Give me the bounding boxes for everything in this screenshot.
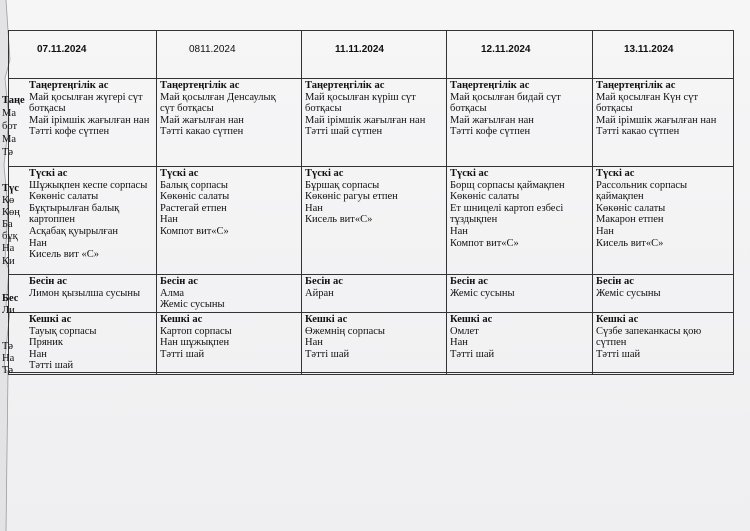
fold-fragment: бұқ	[2, 231, 18, 242]
dish-item: қаймақпен	[596, 191, 644, 203]
fold-fragment: Тә	[2, 341, 14, 352]
fold-fragment: Тә	[2, 147, 14, 158]
dish-item: Кисель вит «С»	[29, 249, 100, 261]
menu-cell-lunch	[592, 166, 734, 249]
dish-item: Нан шұжықпен	[160, 337, 230, 349]
dish-item: Тәтті шай сүтпен	[305, 126, 383, 138]
dish-item: Макарон етпен	[596, 214, 664, 226]
dish-item: сүт ботқасы	[160, 103, 214, 115]
dish-item: Май қосылған күріш сүт	[305, 91, 416, 103]
dish-item: Тәтті шай	[160, 348, 205, 360]
meal-title: Бесін ас	[29, 276, 67, 287]
dish-item: Май ірімшік жағылған нан	[29, 114, 150, 126]
menu-cell-lunch	[156, 166, 300, 238]
dish-item: Көкөніс салаты	[29, 191, 99, 203]
menu-cell-snack	[446, 274, 591, 299]
date-header: 13.11.2024	[624, 44, 674, 55]
meal-title: Кешкі ас	[450, 314, 493, 325]
dish-item: Балық сорпасы	[160, 179, 228, 191]
dish-item: Тәтті шай	[596, 348, 641, 360]
fold-fragment: Таңе	[2, 95, 25, 106]
dish-item: ботқасы	[450, 103, 487, 115]
fold-fragment: Ли	[2, 305, 15, 316]
dish-item: Май ірімшік жағылған нан	[305, 114, 426, 126]
dish-item: Алма	[160, 287, 185, 299]
dish-item: Тәтті кофе сүтпен	[450, 126, 531, 138]
dish-item: Май қосылған бидай сүт	[450, 91, 561, 103]
meal-title: Түскі ас	[29, 168, 68, 179]
menu-cell-dinner	[25, 312, 155, 372]
fold-fragment: Тә	[2, 365, 14, 376]
dish-item: тұздықпен	[450, 214, 498, 226]
dish-item: ботқасы	[29, 103, 66, 115]
dish-item: Көкөніс рагуы етпен	[305, 191, 398, 203]
menu-cell-breakfast	[592, 78, 734, 138]
meal-title: Кешкі ас	[160, 314, 203, 325]
dish-item: Май қосылған Денсаулық	[160, 91, 276, 103]
dish-item: Жеміс сусыны	[596, 287, 661, 299]
fold-fragment: бот	[2, 121, 18, 132]
dish-item: Жеміс сусыны	[160, 299, 225, 311]
dish-item: ботқасы	[305, 103, 342, 115]
date-header: 0811.2024	[189, 44, 236, 55]
fold-fragment: Ба	[2, 219, 13, 230]
dish-item: Сүзбе запеканкасы қою	[596, 325, 702, 337]
dish-item: Рассольник сорпасы	[596, 179, 688, 191]
menu-cell-snack	[156, 274, 300, 311]
date-header: 11.11.2024	[335, 44, 384, 55]
dish-item: Тауық сорпасы	[29, 325, 97, 337]
menu-cell-dinner	[301, 312, 445, 360]
fold-fragment: На	[2, 243, 15, 254]
meal-title: Таңертеңгілік ас	[29, 80, 109, 91]
meal-title: Бесін ас	[305, 276, 343, 287]
menu-cell-breakfast	[301, 78, 445, 138]
dish-item: Омлет	[450, 325, 479, 337]
fold-fragment: Көң	[2, 207, 20, 218]
menu-cell-snack	[592, 274, 734, 299]
fold-fragment: Ма	[2, 108, 16, 119]
dish-item: Нан	[305, 337, 323, 349]
menu-cell-breakfast	[156, 78, 300, 138]
meal-title: Кешкі ас	[596, 314, 639, 325]
dish-item: Лимон қызылша сусыны	[29, 287, 141, 299]
menu-cell-dinner	[592, 312, 734, 360]
dish-item: Кисель вит«С»	[596, 237, 664, 249]
dish-item: Нан	[160, 214, 178, 226]
fold-fragment: Кө	[2, 195, 15, 206]
meal-title: Таңертеңгілік ас	[160, 80, 240, 91]
date-header: 07.11.2024	[37, 44, 87, 55]
dish-item: Компот вит«С»	[160, 225, 229, 237]
dish-item: Борщ сорпасы қаймақпен	[450, 179, 565, 191]
dish-item: Май жағылған нан	[450, 114, 534, 126]
menu-cell-dinner	[446, 312, 591, 360]
dish-item: Май жағылған нан	[160, 114, 244, 126]
dish-item: Нан	[305, 202, 323, 214]
menu-cell-lunch	[301, 166, 445, 226]
dish-item: Тәтті шай	[450, 348, 495, 360]
dish-item: Көкөніс салаты	[450, 191, 520, 203]
fold-fragment: На	[2, 353, 15, 364]
dish-item: Тәтті шай	[305, 348, 350, 360]
meal-title: Таңертеңгілік ас	[596, 80, 676, 91]
dish-item: Нан	[29, 348, 47, 360]
dish-item: сүтпен	[596, 337, 627, 349]
dish-item: Компот вит«С»	[450, 237, 519, 249]
menu-cell-lunch	[446, 166, 591, 249]
fold-fragment: Түс	[2, 183, 19, 194]
dish-item: Май ірімшік жағылған нан	[596, 114, 717, 126]
meal-title: Бесін ас	[596, 276, 634, 287]
dish-item: Май қосылған жүгері сүт	[29, 91, 143, 103]
fold-fragment: Ки	[2, 256, 15, 267]
meal-title: Таңертеңгілік ас	[305, 80, 385, 91]
meal-title: Түскі ас	[305, 168, 344, 179]
dish-item: Тәтті какао сүтпен	[596, 126, 680, 138]
dish-item: Бұршақ сорпасы	[305, 179, 380, 191]
dish-item: Нан	[29, 237, 47, 249]
dish-item: Айран	[305, 287, 334, 299]
dish-item: Көкөніс салаты	[596, 202, 666, 214]
date-header: 12.11.2024	[481, 44, 531, 55]
dish-item: Ет шницелі картоп езбесі	[450, 202, 564, 214]
meal-title: Түскі ас	[596, 168, 635, 179]
menu-cell-breakfast	[446, 78, 591, 138]
menu-cell-snack	[301, 274, 445, 299]
meal-title: Бесін ас	[450, 276, 488, 287]
dish-item: Нан	[596, 225, 614, 237]
dish-item: Жеміс сусыны	[450, 287, 515, 299]
dish-item: Нан	[450, 225, 468, 237]
dish-item: Тәтті кофе сүтпен	[29, 126, 110, 138]
dish-item: Асқабақ қуырылған	[29, 225, 119, 237]
menu-cell-dinner	[156, 312, 300, 360]
dish-item: Пряник	[29, 337, 64, 349]
menu-cell-lunch	[25, 166, 155, 261]
meal-title: Кешкі ас	[305, 314, 348, 325]
dish-item: ботқасы	[596, 103, 633, 115]
meal-title: Түскі ас	[160, 168, 199, 179]
dish-item: Картоп сорпасы	[160, 325, 232, 337]
meal-title: Бесін ас	[160, 276, 198, 287]
meal-title: Таңертеңгілік ас	[450, 80, 530, 91]
fold-fragment: Бес	[2, 293, 19, 304]
dish-item: Кисель вит«С»	[305, 214, 373, 226]
dish-item: Өжемнің сорпасы	[305, 325, 385, 337]
dish-item: Шұжықпен кеспе сорпасы	[29, 179, 148, 191]
fold-fragment: Ма	[2, 134, 16, 145]
dish-item: Тәтті шай	[29, 360, 74, 372]
dish-item: Май қосылған Күн сүт	[596, 91, 699, 103]
dish-item: Растегай етпен	[160, 202, 227, 214]
dish-item: Нан	[450, 337, 468, 349]
dish-item: Бұқтырылған балық картоппен	[29, 202, 120, 226]
menu-cell-snack	[25, 274, 155, 299]
dish-item: Көкөніс салаты	[160, 191, 230, 203]
menu-cell-breakfast	[25, 78, 155, 138]
meal-title: Түскі ас	[450, 168, 489, 179]
meal-title: Кешкі ас	[29, 314, 72, 325]
dish-item: Тәтті какао сүтпен	[160, 126, 244, 138]
